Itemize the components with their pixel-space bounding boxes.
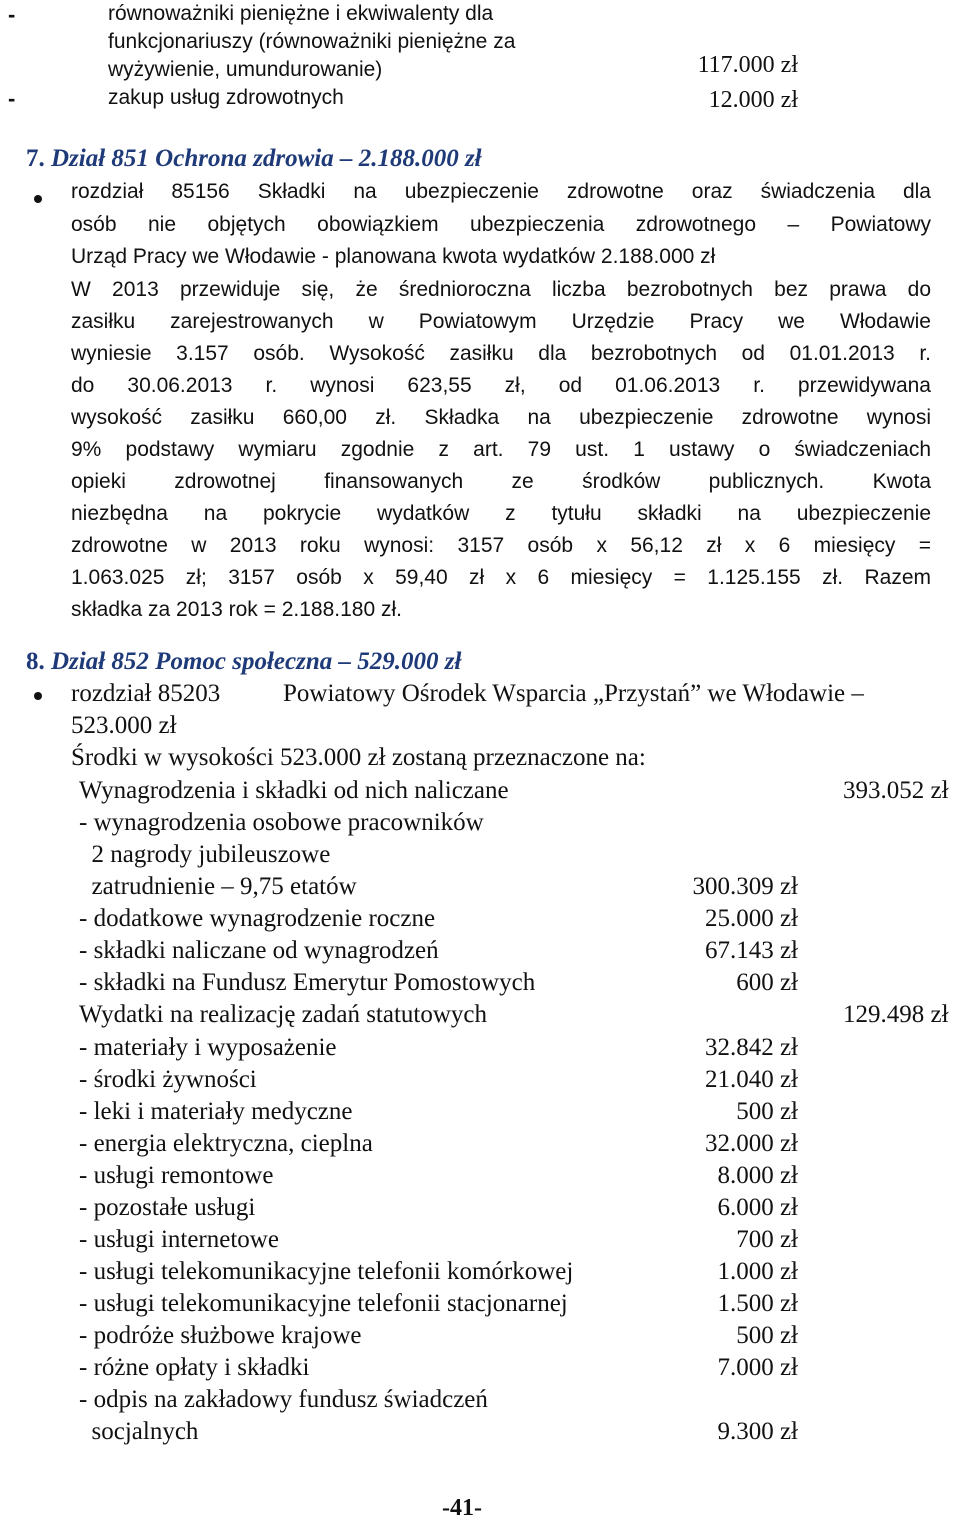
list-item-amount: 117.000 zł xyxy=(697,52,798,78)
group-title: Wynagrodzenia i składki od nich naliczane xyxy=(79,777,509,804)
paragraph-line: wysokość zasiłku 660,00 zł. Składka na ubezpieczenie zdrowotne wynosi xyxy=(71,406,931,429)
paragraph-line: 9% podstawy wymiaru zgodnie z art. 79 ust. 1 ustawy o świadczeniach xyxy=(71,438,931,461)
cost-item-amount: 32.842 zł xyxy=(704,1034,798,1061)
group-total: 129.498 zł xyxy=(843,1001,949,1028)
list-item-line: równoważniki pieniężne i ekwiwalenty dla xyxy=(108,2,494,25)
cost-item-line: - składki naliczane od wynagrodzeń xyxy=(79,937,439,964)
paragraph-line: 1.063.025 zł; 3157 osób x 59,40 zł x 6 miesięcy = 1.125.155 zł. Razem xyxy=(71,566,931,589)
group-title: Wydatki na realizację zadań statutowych xyxy=(79,1001,488,1028)
cost-item-amount: 32.000 zł xyxy=(704,1130,798,1157)
intro-text: Środki w wysokości 523.000 zł zostaną przeznaczone na: xyxy=(71,744,646,771)
section-heading: 8. Dział 852 Pomoc społeczna – 529.000 zł xyxy=(26,648,462,675)
bullet-amount: 523.000 zł xyxy=(71,712,177,739)
paragraph-line: niezbędna na pokrycie wydatków z tytułu składki na ubezpieczenie xyxy=(71,502,931,525)
cost-item-amount: 300.309 zł xyxy=(692,873,798,900)
cost-item-line: - dodatkowe wynagrodzenie roczne xyxy=(79,905,436,932)
list-marker: - xyxy=(8,2,16,27)
paragraph-line: wyniesie 3.157 osób. Wysokość zasiłku dla bezrobotnych od 01.01.2013 r. xyxy=(71,342,931,365)
paragraph-line: opieki zdrowotnej finansowanych ze środków publicznych. Kwota xyxy=(71,470,931,493)
cost-item-amount: 9.300 zł xyxy=(717,1418,798,1445)
bullet-text-line: osób nie objętych obowiązkiem ubezpieczenia zdrowotnego – Powiatowy xyxy=(71,213,931,236)
bullet-icon xyxy=(34,692,42,700)
list-item-amount: 12.000 zł xyxy=(708,87,798,113)
cost-item-line: - składki na Fundusz Emerytur Pomostowych xyxy=(79,969,536,996)
bullet-label: rozdział 85203 xyxy=(71,680,221,707)
paragraph-line: zasiłku zarejestrowanych w Powiatowym Urzędzie Pracy we Włodawie xyxy=(71,310,931,333)
cost-item-line: socjalnych xyxy=(79,1418,199,1445)
cost-item-line: 2 nagrody jubileuszowe xyxy=(79,841,331,868)
cost-item-amount: 21.040 zł xyxy=(704,1066,798,1093)
bullet-desc: Powiatowy Ośrodek Wsparcia „Przystań” we Włodawie – xyxy=(283,680,864,707)
cost-item-line: - środki żywności xyxy=(79,1066,257,1093)
cost-item-amount: 500 zł xyxy=(736,1098,798,1125)
cost-item-line: - wynagrodzenia osobowe pracowników xyxy=(79,809,484,836)
cost-item-line: - usługi telekomunikacyjne telefonii komórkowej xyxy=(79,1258,574,1285)
page-number: -41- xyxy=(442,1495,482,1521)
bullet-text-line: rozdział 85156 Składki na ubezpieczenie zdrowotne oraz świadczenia dla xyxy=(71,180,931,203)
cost-item-amount: 600 zł xyxy=(736,969,798,996)
group-total: 393.052 zł xyxy=(843,777,949,804)
section-heading: 7. Dział 851 Ochrona zdrowia – 2.188.000 zł xyxy=(26,145,482,172)
bullet-icon xyxy=(34,195,42,203)
cost-item-line: - energia elektryczna, cieplna xyxy=(79,1130,373,1157)
cost-item-line: - odpis na zakładowy fundusz świadczeń xyxy=(79,1386,488,1413)
list-item-line: zakup usług zdrowotnych xyxy=(108,86,344,109)
cost-item-line: zatrudnienie – 9,75 etatów xyxy=(79,873,357,900)
cost-item-amount: 500 zł xyxy=(736,1322,798,1349)
cost-item-amount: 1.000 zł xyxy=(717,1258,798,1285)
cost-item-line: - różne opłaty i składki xyxy=(79,1354,310,1381)
cost-item-line: - leki i materiały medyczne xyxy=(79,1098,353,1125)
cost-item-line: - usługi remontowe xyxy=(79,1162,274,1189)
cost-item-line: - usługi internetowe xyxy=(79,1226,279,1253)
cost-item-line: - pozostałe usługi xyxy=(79,1194,256,1221)
cost-item-amount: 67.143 zł xyxy=(704,937,798,964)
list-item-line: funkcjonariuszy (równoważniki pieniężne za xyxy=(108,30,516,53)
bullet-text-line: Urząd Pracy we Włodawie - planowana kwota wydatków 2.188.000 zł xyxy=(71,245,716,268)
cost-item-amount: 1.500 zł xyxy=(717,1290,798,1317)
list-marker: - xyxy=(8,86,16,111)
cost-item-amount: 700 zł xyxy=(736,1226,798,1253)
cost-item-line: - podróże służbowe krajowe xyxy=(79,1322,362,1349)
paragraph-line: W 2013 przewiduje się, że średnioroczna liczba bezrobotnych bez prawa do xyxy=(71,278,931,301)
paragraph-line: do 30.06.2013 r. wynosi 623,55 zł, od 01.06.2013 r. przewidywana xyxy=(71,374,931,397)
cost-item-line: - usługi telekomunikacyjne telefonii stacjonarnej xyxy=(79,1290,568,1317)
cost-item-amount: 8.000 zł xyxy=(717,1162,798,1189)
cost-item-line: - materiały i wyposażenie xyxy=(79,1034,337,1061)
cost-item-amount: 25.000 zł xyxy=(704,905,798,932)
list-item-line: wyżywienie, umundurowanie) xyxy=(108,58,383,81)
cost-item-amount: 6.000 zł xyxy=(717,1194,798,1221)
paragraph-line: składka za 2013 rok = 2.188.180 zł. xyxy=(71,598,402,621)
paragraph-line: zdrowotne w 2013 roku wynosi: 3157 osób x 56,12 zł x 6 miesięcy = xyxy=(71,534,931,557)
cost-item-amount: 7.000 zł xyxy=(717,1354,798,1381)
